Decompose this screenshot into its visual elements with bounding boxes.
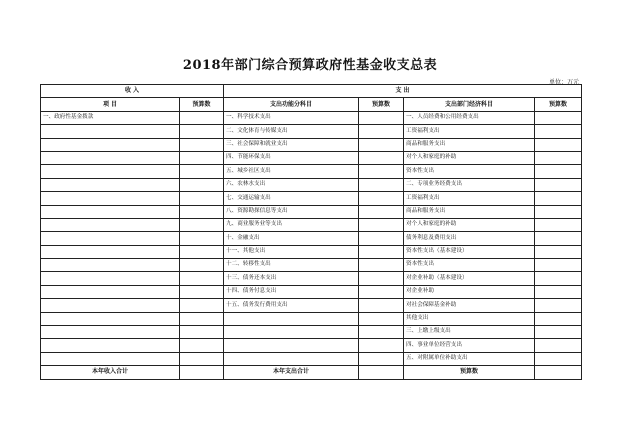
econ-subject-cell: 资本性支出 (404, 165, 535, 178)
func-subject-cell (224, 339, 359, 352)
expense-total-label: 本年支出合计 (224, 366, 359, 379)
income-budget-cell (180, 178, 224, 191)
income-budget-cell (180, 312, 224, 325)
func-subject-cell: 十四、债务付息支出 (224, 285, 359, 298)
econ-budget-cell (535, 151, 582, 164)
econ-budget-cell (535, 299, 582, 312)
income-budget-cell (180, 285, 224, 298)
income-item-cell (41, 312, 180, 325)
func-subject-cell (224, 326, 359, 339)
table-row (41, 232, 582, 245)
expense-group-header: 支 出 (224, 85, 582, 98)
income-item-cell (41, 192, 180, 205)
econ-budget-cell (535, 178, 582, 191)
econ-subject-cell: 资本性支出 (404, 259, 535, 272)
table-row (41, 326, 582, 339)
func-budget-cell (359, 339, 404, 352)
func-budget-cell (359, 138, 404, 151)
table-row (41, 178, 582, 191)
table-row (41, 299, 582, 312)
func-subject-cell: 十五、债务发行费用支出 (224, 299, 359, 312)
total-row (41, 366, 582, 379)
econ-budget-cell (535, 232, 582, 245)
income-item-cell (41, 352, 180, 365)
income-item-cell (41, 259, 180, 272)
income-budget-cell (180, 125, 224, 138)
income-budget-column-header: 预算数 (180, 98, 224, 111)
econ-subject-cell: 债务利息及费用支出 (404, 232, 535, 245)
func-subject-cell (224, 312, 359, 325)
income-total-label: 本年收入合计 (41, 366, 180, 379)
income-budget-cell (180, 259, 224, 272)
econ-subject-cell: 其他支出 (404, 312, 535, 325)
econ-subject-cell: 对个人和家庭的补助 (404, 151, 535, 164)
func-subject-cell: 七、交通运输支出 (224, 192, 359, 205)
page-title: 2018年部门综合预算政府性基金收支总表 (182, 58, 438, 73)
econ-budget-cell (535, 138, 582, 151)
econ-budget-cell (535, 339, 582, 352)
econ-subject-cell: 三、上缴上级支出 (404, 326, 535, 339)
econ-subject-cell: 二、专项业务经费支出 (404, 178, 535, 191)
income-item-cell (41, 272, 180, 285)
income-item-cell (41, 151, 180, 164)
income-item-cell (41, 326, 180, 339)
func-budget-cell (359, 272, 404, 285)
func-budget-cell (359, 352, 404, 365)
econ-subject-cell: 工资福利支出 (404, 125, 535, 138)
econ-budget-cell (535, 272, 582, 285)
table-row (41, 352, 582, 365)
econ-subject-cell: 对社会保障基金补助 (404, 299, 535, 312)
func-subject-cell: 八、资源勘探信息等支出 (224, 205, 359, 218)
econ-budget-cell (535, 192, 582, 205)
func-subject-cell: 九、商业服务业等支出 (224, 218, 359, 231)
func-budget-cell (359, 178, 404, 191)
table-row (41, 312, 582, 325)
income-budget-cell (180, 299, 224, 312)
econ-budget-cell (535, 245, 582, 258)
income-budget-cell (180, 352, 224, 365)
econ-subject-cell: 商品和服务支出 (404, 138, 535, 151)
func-subject-cell (224, 352, 359, 365)
income-item-cell (41, 299, 180, 312)
func-budget-cell (359, 245, 404, 258)
income-item-cell (41, 245, 180, 258)
income-budget-cell (180, 111, 224, 124)
income-group-header: 收 入 (41, 85, 224, 98)
header-row-columns (41, 98, 582, 111)
func-subject-cell: 四、节能环保支出 (224, 151, 359, 164)
econ-budget-cell (535, 259, 582, 272)
income-budget-cell (180, 138, 224, 151)
econ-subject-cell: 四、事业单位经营支出 (404, 339, 535, 352)
func-budget-cell (359, 111, 404, 124)
table-row (41, 245, 582, 258)
income-item-cell (41, 232, 180, 245)
func-subject-cell: 十二、转移性支出 (224, 259, 359, 272)
func-subject-cell: 五、城乡社区支出 (224, 165, 359, 178)
econ-budget-cell (535, 205, 582, 218)
func-budget-cell (359, 312, 404, 325)
income-item-cell (41, 285, 180, 298)
func-subject-cell: 十、金融支出 (224, 232, 359, 245)
item-column-header: 项 目 (41, 98, 180, 111)
econ-subject-cell: 一、人员经费和公用经费支出 (404, 111, 535, 124)
func-budget-cell (359, 165, 404, 178)
func-subject-cell: 十三、债务还本支出 (224, 272, 359, 285)
income-budget-cell (180, 326, 224, 339)
income-budget-cell (180, 205, 224, 218)
econ-subject-cell: 资本性支出（基本建设） (404, 245, 535, 258)
econ-subject-cell: 对企业补助 (404, 285, 535, 298)
table-row (41, 125, 582, 138)
table-row (41, 259, 582, 272)
table-row (41, 151, 582, 164)
econ-budget-cell (535, 352, 582, 365)
income-budget-cell (180, 232, 224, 245)
budget-table (40, 84, 582, 380)
income-budget-cell (180, 192, 224, 205)
econ-subject-cell: 工资福利支出 (404, 192, 535, 205)
income-budget-cell (180, 151, 224, 164)
income-item-cell (41, 125, 180, 138)
income-budget-cell (180, 339, 224, 352)
income-item-cell (41, 218, 180, 231)
econ-budget-cell (535, 125, 582, 138)
func-budget-cell (359, 285, 404, 298)
func-subject-cell: 三、社会保障和就业支出 (224, 138, 359, 151)
income-item-cell (41, 339, 180, 352)
econ-budget-column-header: 预算数 (535, 98, 582, 111)
income-item-cell (41, 138, 180, 151)
econ-subject-cell: 商品和服务支出 (404, 205, 535, 218)
income-item-cell: 一、政府性基金拨款 (41, 111, 180, 124)
func-budget-cell (359, 151, 404, 164)
table-row (41, 111, 582, 124)
table-row (41, 339, 582, 352)
econ-subject-cell: 五、对附属单位补助支出 (404, 352, 535, 365)
func-subject-cell: 一、科学技术支出 (224, 111, 359, 124)
func-budget-column-header: 预算数 (359, 98, 404, 111)
income-budget-cell (180, 245, 224, 258)
func-budget-cell (359, 218, 404, 231)
econ-subject-column-header: 支出部门经济科目 (404, 98, 535, 111)
func-budget-cell (359, 125, 404, 138)
func-budget-cell (359, 205, 404, 218)
func-subject-cell: 二、文化体育与传媒支出 (224, 125, 359, 138)
func-budget-cell (359, 259, 404, 272)
income-budget-cell (180, 272, 224, 285)
income-item-cell (41, 205, 180, 218)
func-budget-cell (359, 232, 404, 245)
table-row (41, 138, 582, 151)
econ-total-value (535, 366, 582, 379)
econ-subject-cell: 对企业补助（基本建设） (404, 272, 535, 285)
econ-budget-cell (535, 326, 582, 339)
econ-budget-cell (535, 285, 582, 298)
func-budget-cell (359, 326, 404, 339)
func-subject-cell: 十一、其他支出 (224, 245, 359, 258)
table-row (41, 272, 582, 285)
econ-budget-cell (535, 312, 582, 325)
table-row (41, 285, 582, 298)
table-row (41, 218, 582, 231)
econ-subject-cell: 对个人和家庭的补助 (404, 218, 535, 231)
func-subject-column-header: 支出功能分科目 (224, 98, 359, 111)
table-row (41, 192, 582, 205)
func-subject-cell: 六、农林水支出 (224, 178, 359, 191)
income-budget-cell (180, 165, 224, 178)
table-row (41, 165, 582, 178)
econ-total-budget-label: 预算数 (404, 366, 535, 379)
income-budget-cell (180, 218, 224, 231)
func-budget-cell (359, 299, 404, 312)
econ-budget-cell (535, 165, 582, 178)
econ-budget-cell (535, 111, 582, 124)
income-total-value (180, 366, 224, 379)
func-budget-cell (359, 192, 404, 205)
income-item-cell (41, 165, 180, 178)
table-row (41, 205, 582, 218)
header-row-group (41, 85, 582, 98)
func-total-value (359, 366, 404, 379)
econ-budget-cell (535, 218, 582, 231)
unit-label: 单位：万元 (548, 79, 579, 86)
income-item-cell (41, 178, 180, 191)
